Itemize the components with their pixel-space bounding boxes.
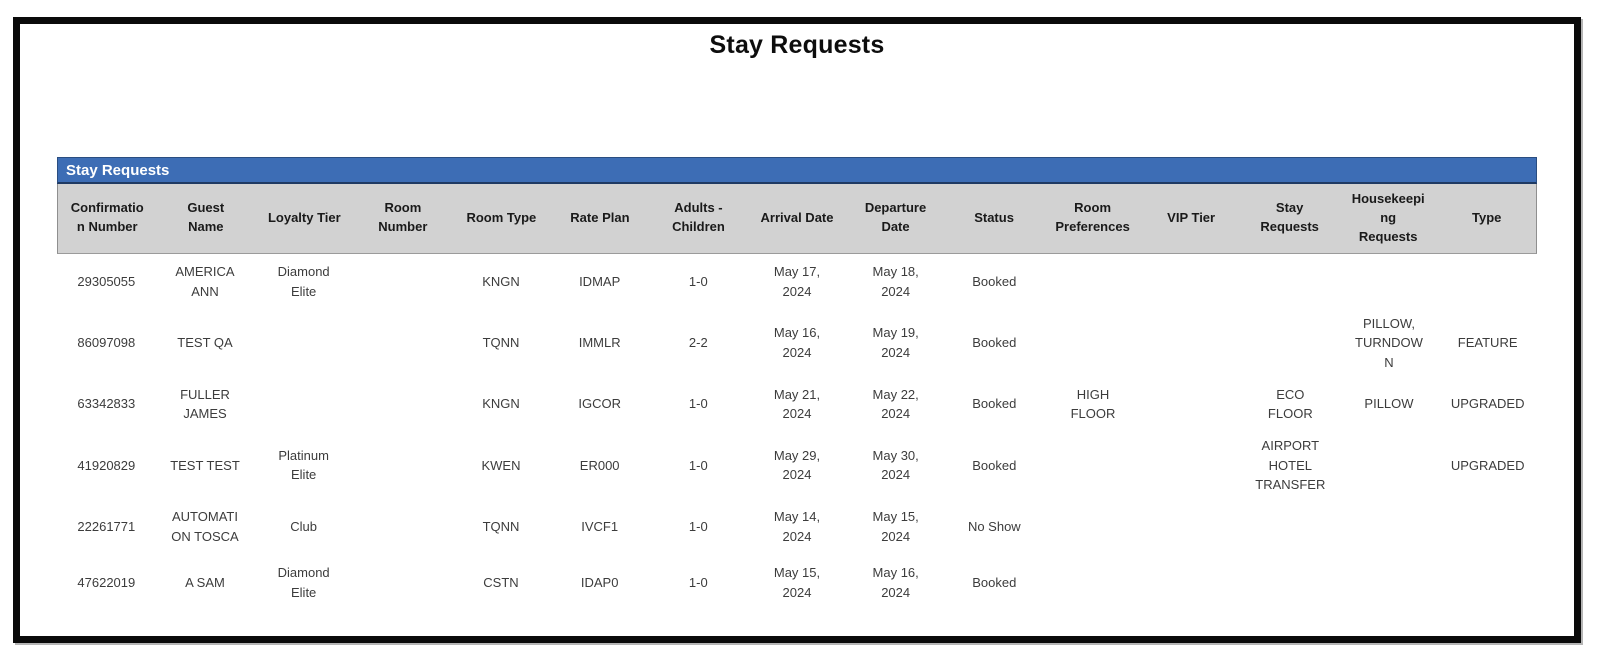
table-cell — [649, 376, 748, 432]
table-cell-text: May 19, 2024 — [872, 325, 919, 360]
table-cell — [1340, 376, 1439, 432]
table-cell — [1340, 254, 1439, 310]
table-cell — [550, 254, 649, 310]
table-cell-text: TEST QA — [177, 335, 233, 351]
header-cell-text: Adults - Children — [672, 200, 725, 235]
table-cell — [254, 376, 353, 432]
table-cell-text: 2-2 — [688, 335, 708, 351]
table-cell — [353, 555, 452, 611]
table-cell — [1438, 254, 1537, 310]
table-cell — [254, 555, 353, 611]
table-cell — [452, 254, 551, 310]
table-cell — [846, 499, 945, 555]
header-cell — [748, 184, 847, 253]
table-cell — [156, 376, 255, 432]
table-cell-text: May 15, 2024 — [872, 509, 919, 544]
table-cell-text: 1-0 — [688, 396, 708, 412]
page-title: Stay Requests — [709, 31, 885, 59]
table-cell-text: Platinum Elite — [278, 447, 329, 483]
table-cell — [353, 499, 452, 555]
header-cell — [1339, 184, 1438, 253]
table-cell — [1438, 432, 1537, 499]
table-cell-text: KNGN — [482, 396, 520, 412]
table-cell-text: IDAP0 — [580, 574, 619, 590]
table-cell — [1142, 499, 1241, 555]
table-cell-text: PILLOW — [1364, 396, 1414, 412]
table-cell — [1142, 310, 1241, 377]
table-cell — [1241, 310, 1340, 377]
table-cell — [1044, 310, 1143, 377]
table-cell — [156, 499, 255, 555]
table-cell — [1044, 432, 1143, 499]
table-cell — [748, 555, 847, 611]
table-cell — [649, 499, 748, 555]
table-cell — [945, 310, 1044, 377]
table-cell-text: Booked — [972, 574, 1017, 590]
header-cell-text: Room Preferences — [1055, 200, 1130, 235]
page-border — [13, 17, 1581, 643]
table-cell — [748, 254, 847, 310]
table-cell — [57, 432, 156, 499]
header-cell — [255, 184, 354, 253]
table-cell — [945, 432, 1044, 499]
table-cell-text: Booked — [972, 273, 1017, 289]
table-row — [57, 254, 1537, 310]
table-cell-text: AMERICA ANN — [175, 264, 235, 299]
table-cell-text: UPGRADED — [1450, 396, 1525, 412]
header-cell-text: Confirmation Number — [70, 200, 144, 235]
header-cell — [1142, 184, 1241, 253]
table-cell-text: FULLER JAMES — [180, 386, 230, 422]
table-cell — [57, 499, 156, 555]
table-cell — [57, 254, 156, 310]
table-cell — [550, 432, 649, 499]
table-cell — [452, 432, 551, 499]
table-cell — [254, 432, 353, 499]
table-cell — [1044, 376, 1143, 432]
table-cell-text: ECO FLOOR — [1267, 386, 1313, 422]
table-cell-text: 22261771 — [77, 518, 136, 534]
table-cell — [1438, 555, 1537, 611]
table-cell — [254, 310, 353, 377]
table-cell — [649, 254, 748, 310]
table-cell — [846, 376, 945, 432]
header-cell — [945, 184, 1044, 253]
table-body — [57, 254, 1537, 611]
table-cell — [1438, 376, 1537, 432]
table-cell — [57, 310, 156, 377]
table-cell — [945, 254, 1044, 310]
header-cell — [1240, 184, 1339, 253]
header-cell-text: Room Type — [466, 209, 537, 225]
table-cell-text: Club — [290, 518, 318, 534]
table-row — [57, 310, 1537, 377]
table-cell — [748, 376, 847, 432]
table-cell — [353, 376, 452, 432]
table-cell — [1438, 499, 1537, 555]
table-cell-text: Booked — [972, 457, 1017, 473]
table-cell — [649, 555, 748, 611]
table-cell — [1044, 499, 1143, 555]
table-cell-text: No Show — [967, 518, 1021, 534]
header-cell — [649, 184, 748, 253]
table-cell — [1340, 432, 1439, 499]
table-cell-text: May 16, 2024 — [773, 325, 821, 360]
table-cell — [550, 376, 649, 432]
header-cell-text: Type — [1472, 209, 1502, 225]
header-cell — [551, 184, 650, 253]
table-cell — [550, 310, 649, 377]
table-cell — [1044, 254, 1143, 310]
table-cell-text: IVCF1 — [581, 518, 619, 534]
table-cell — [1438, 310, 1537, 377]
header-cell — [354, 184, 453, 253]
table-cell-text: ER000 — [579, 457, 620, 473]
header-cell — [846, 184, 945, 253]
table-section-title: Stay Requests — [66, 161, 170, 179]
table-cell-text: May 18, 2024 — [872, 264, 919, 299]
table-cell-text: 47622019 — [77, 574, 136, 590]
table-cell — [452, 310, 551, 377]
table-cell-text: Diamond Elite — [277, 565, 330, 600]
table-cell-text: 1-0 — [688, 273, 708, 289]
table-cell-text: May 22, 2024 — [872, 386, 919, 422]
table-cell-text: 41920829 — [77, 457, 136, 473]
table-cell — [945, 555, 1044, 611]
table-cell — [748, 499, 847, 555]
table-cell — [846, 254, 945, 310]
table-cell-text: May 15, 2024 — [773, 565, 821, 600]
header-cell — [1437, 184, 1536, 253]
table-cell-text: FEATURE — [1457, 335, 1518, 351]
header-cell — [452, 184, 551, 253]
table-cell-text: KWEN — [481, 457, 521, 473]
table-row — [57, 499, 1537, 555]
table-cell — [1142, 555, 1241, 611]
table-cell — [1241, 254, 1340, 310]
table-cell — [1241, 499, 1340, 555]
table-cell — [846, 555, 945, 611]
header-cell-text: Room Number — [378, 200, 428, 235]
table-cell — [846, 310, 945, 377]
table-cell — [452, 499, 551, 555]
table-cell-text: PILLOW, TURNDOWN — [1355, 315, 1423, 370]
table-cell-text: May 14, 2024 — [773, 509, 821, 544]
table-cell-text: TEST TEST — [170, 457, 240, 473]
table-cell — [550, 555, 649, 611]
table-cell-text: 29305055 — [77, 273, 136, 289]
table-cell — [1241, 376, 1340, 432]
table-cell-text: May 30, 2024 — [872, 447, 919, 483]
table-cell — [254, 499, 353, 555]
table-cell-text: 86097098 — [77, 335, 136, 351]
table-cell-text: Booked — [972, 335, 1017, 351]
header-cell-text: Stay Requests — [1260, 200, 1319, 235]
stay-requests-table — [57, 157, 1537, 611]
table-cell — [353, 432, 452, 499]
table-cell-text: IMMLR — [578, 335, 621, 351]
table-cell-text: IDMAP — [579, 273, 621, 289]
table-cell-text: A SAM — [185, 574, 225, 590]
table-row — [57, 555, 1537, 611]
table-cell — [156, 254, 255, 310]
table-cell-text: May 21, 2024 — [773, 386, 821, 422]
table-header-row — [57, 184, 1537, 254]
table-cell — [1142, 376, 1241, 432]
table-cell-text: May 29, 2024 — [773, 447, 821, 483]
table-cell — [254, 254, 353, 310]
table-cell — [1241, 432, 1340, 499]
table-cell — [1241, 555, 1340, 611]
table-cell-text: AUTOMATION TOSCA — [171, 509, 239, 544]
table-cell-text: AIRPORT HOTEL TRANSFER — [1255, 438, 1326, 493]
table-cell-text: HIGH FLOOR — [1070, 386, 1116, 422]
table-row — [57, 432, 1537, 499]
table-cell — [1142, 432, 1241, 499]
table-cell-text: UPGRADED — [1450, 457, 1525, 473]
table-cell-text: May 17, 2024 — [773, 264, 821, 299]
table-cell — [649, 432, 748, 499]
table-cell — [452, 376, 551, 432]
header-cell-text: Loyalty Tier — [267, 209, 341, 225]
table-cell — [1340, 310, 1439, 377]
table-cell-text: Booked — [972, 396, 1017, 412]
table-cell-text: TQNN — [482, 335, 520, 351]
table-cell — [550, 499, 649, 555]
header-cell — [157, 184, 256, 253]
table-cell — [1044, 555, 1143, 611]
table-cell-text: 1-0 — [688, 518, 708, 534]
table-cell — [156, 555, 255, 611]
table-cell-text: CSTN — [483, 574, 519, 590]
table-cell — [156, 432, 255, 499]
header-cell — [1043, 184, 1142, 253]
table-cell — [748, 432, 847, 499]
table-cell-text: 63342833 — [77, 396, 136, 412]
header-cell-text: Arrival Date — [760, 209, 834, 225]
table-cell — [649, 310, 748, 377]
table-row — [57, 376, 1537, 432]
table-section-bar — [57, 157, 1537, 184]
header-cell-text: Status — [974, 209, 1014, 225]
table-cell — [945, 376, 1044, 432]
table-cell-text: TQNN — [482, 518, 520, 534]
table-cell — [748, 310, 847, 377]
table-cell — [353, 254, 452, 310]
table-cell-text: KNGN — [482, 273, 520, 289]
header-cell-text: Housekeeping Requests — [1351, 191, 1425, 244]
table-cell — [353, 310, 452, 377]
header-cell — [58, 184, 157, 253]
header-cell-text: Guest Name — [187, 200, 225, 235]
table-cell — [1142, 254, 1241, 310]
table-cell — [945, 499, 1044, 555]
table-cell-text: IGCOR — [578, 396, 621, 412]
table-cell — [57, 555, 156, 611]
header-cell-text: Departure Date — [864, 200, 927, 235]
table-cell-text: Diamond Elite — [277, 264, 330, 299]
table-cell — [452, 555, 551, 611]
table-cell — [57, 376, 156, 432]
header-cell-text: VIP Tier — [1167, 209, 1216, 225]
table-cell — [1340, 499, 1439, 555]
table-cell — [1340, 555, 1439, 611]
table-cell — [156, 310, 255, 377]
table-cell-text: 1-0 — [688, 457, 708, 473]
table-cell-text: 1-0 — [688, 574, 708, 590]
table-cell-text: May 16, 2024 — [872, 565, 919, 600]
table-cell — [846, 432, 945, 499]
header-cell-text: Rate Plan — [570, 209, 630, 225]
